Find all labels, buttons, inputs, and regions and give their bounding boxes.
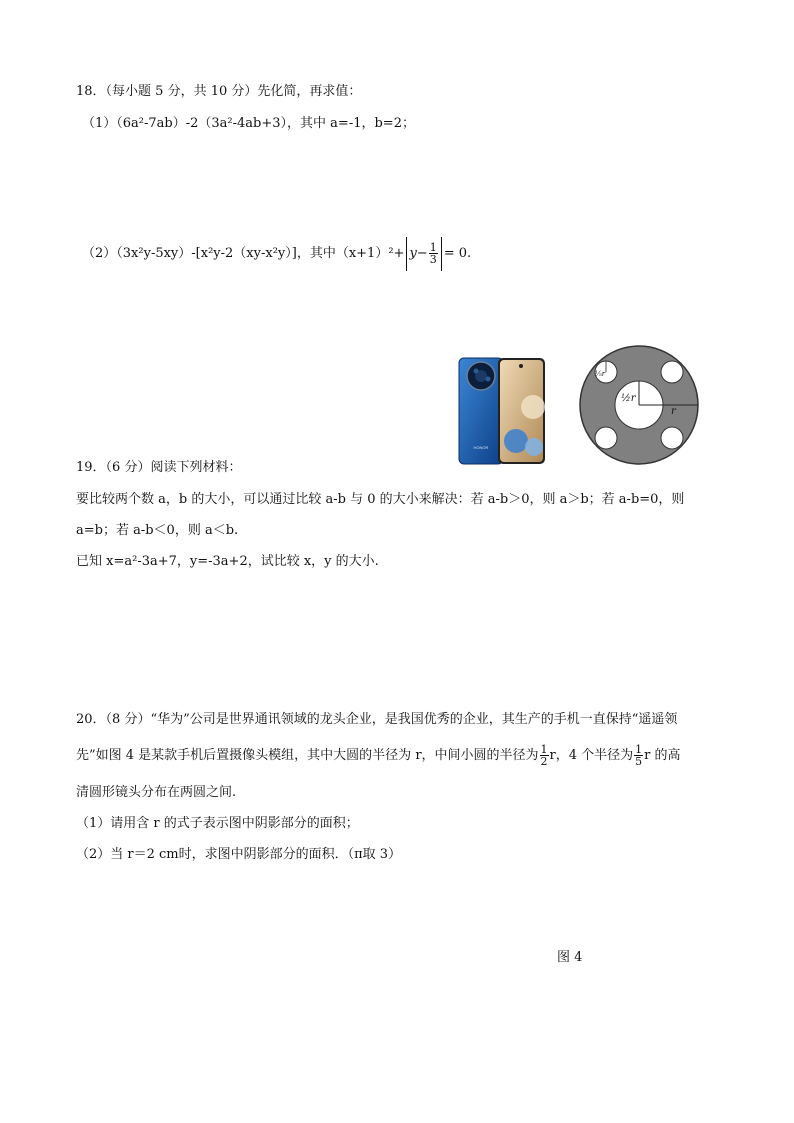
q20-line3: 清圆形镜头分布在两圆之间. — [76, 785, 237, 800]
phone-brand-text: HONOR — [473, 445, 489, 450]
q18-part2-cond-prefix: ，其中（x+1）²+ — [296, 246, 405, 261]
q19-line3: 已知 x=a²-3a+7，y=-3a+2，试比较 x，y 的大小. — [76, 554, 379, 569]
label-half-r: ½r — [621, 393, 636, 404]
abs-bar-left — [406, 237, 407, 271]
q18-part1-expr: （6a²-7ab）-2（3a²-4ab+3） — [116, 116, 288, 131]
q20-sub1: （1）请用含 r 的式子表示图中阴影部分的面积； — [76, 816, 359, 831]
q19-header: 19．（6 分）阅读下列材料： — [76, 460, 242, 475]
q18-part1 — [82, 115, 415, 133]
abs-minus: − — [416, 246, 428, 261]
camera-module-figure — [578, 344, 700, 466]
q18-part1-num: （1） — [82, 116, 117, 131]
lens-circle-tr — [661, 361, 683, 383]
q20-line2-a: 先”如图 4 是某款手机后置摄像头模组，其中大圆的半径为 r，中间小圆的半径为 — [76, 748, 539, 763]
q19-line2: a=b；若 a-b＜0，则 a＜b. — [76, 523, 239, 538]
label-fifth-r: ⅕r — [595, 370, 606, 378]
phone-image — [458, 357, 546, 465]
q18-part2 — [82, 236, 471, 272]
q18-part2-cond-suffix: = 0. — [443, 246, 472, 261]
abs-var: y — [409, 246, 417, 261]
q18-header: 18．（每小题 5 分，共 10 分）先化简，再求值： — [76, 84, 362, 99]
lens-circle-bl — [595, 427, 617, 449]
fraction-one-half: $\frac{1}{2}$ — [540, 743, 548, 768]
q19-line1: 要比较两个数 a，b 的大小，可以通过比较 a-b 与 0 的大小来解决：若 a-b＞0，则 a＞b；若 a-b=0，则 — [76, 492, 685, 507]
lens-circle-br — [661, 427, 683, 449]
q18-part2-num: （2） — [82, 246, 117, 261]
q18-part2-expr: （3x²y-5xy）-[x²y-2（xy-x²y）] — [116, 246, 297, 261]
q20-sub2: （2）当 r＝2 cm时，求图中阴影部分的面积．（π取 3） — [76, 847, 402, 862]
q20-line1: 20．（8 分）“华为”公司是世界通讯领域的龙头企业，是我国优秀的企业，其生产的手机一直保持“遥遥领 — [76, 712, 678, 727]
fraction-one-third: $\frac{1}{3}$ — [429, 241, 437, 266]
q20-line2-c: r 的高 — [644, 748, 681, 763]
fraction-one-fifth: $\frac{1}{5}$ — [635, 743, 643, 768]
q20-line2-b: r，4 个半径为 — [549, 748, 634, 763]
q20-line2 — [76, 738, 681, 774]
figure-caption: 图 4 — [557, 950, 583, 965]
abs-bar-right — [441, 237, 442, 271]
q18-part1-cond: ，其中 a=-1，b=2； — [287, 116, 415, 131]
label-r: r — [671, 406, 676, 417]
